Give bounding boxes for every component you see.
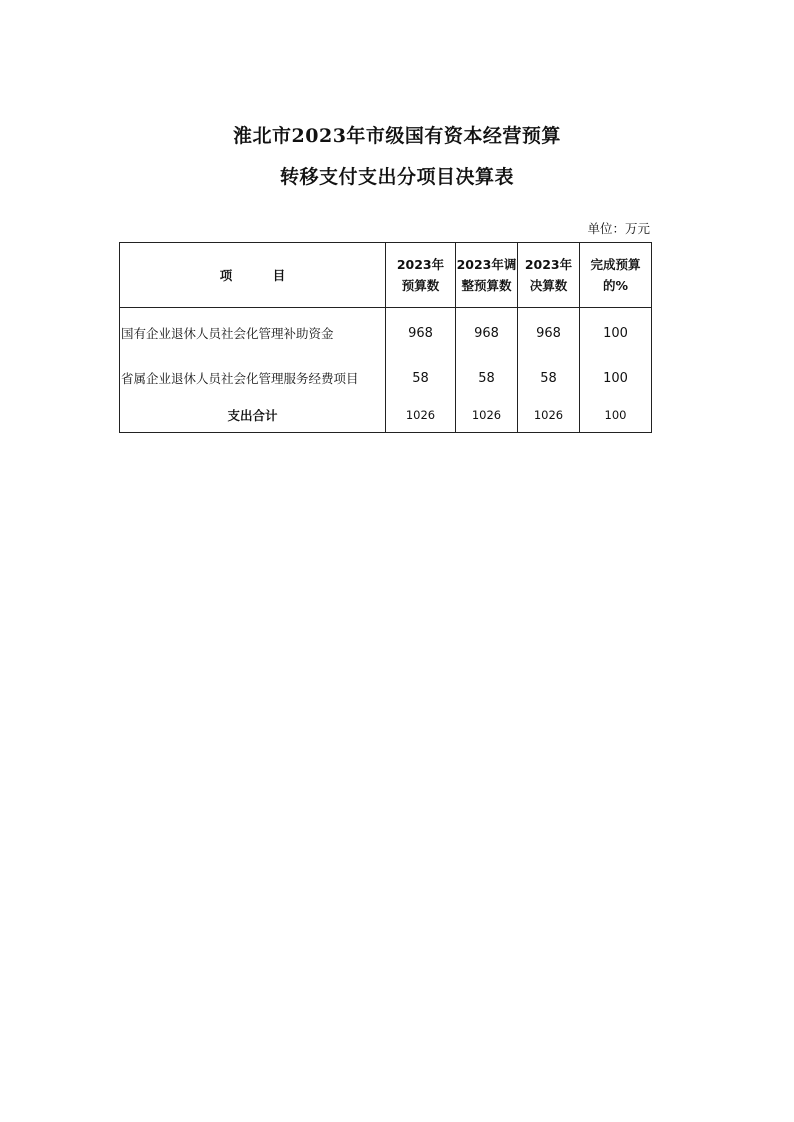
total-budget: 1026 — [386, 398, 456, 433]
header-final-line-1: 2023年 — [524, 257, 573, 272]
total-label: 支出合计 — [120, 398, 386, 433]
header-budget — [386, 243, 456, 308]
table-row — [120, 358, 652, 398]
header-adjusted-line-1: 2023年调 — [456, 257, 517, 272]
header-completion-line-1: 完成预算 — [590, 257, 641, 272]
row-budget: 968 — [386, 308, 456, 359]
total-row — [120, 398, 652, 433]
unit-label: 单位：万元 — [587, 221, 650, 236]
total-completion: 100 — [580, 398, 652, 433]
header-final — [518, 243, 580, 308]
total-final: 1026 — [518, 398, 580, 433]
table-header-row — [120, 243, 652, 308]
table-row — [120, 308, 652, 359]
row-completion: 100 — [580, 358, 652, 398]
header-adjusted-line-2: 整预算数 — [461, 278, 512, 293]
row-adjusted: 968 — [456, 308, 518, 359]
row-item: 省属企业退休人员社会化管理服务经费项目 — [120, 358, 386, 398]
row-completion: 100 — [580, 308, 652, 359]
row-final: 58 — [518, 358, 580, 398]
header-completion-line-2: 的% — [602, 278, 629, 293]
document-title-line-1: 淮北市2023年市级国有资本经营预算 — [233, 125, 561, 147]
header-budget-line-1: 2023年 — [396, 257, 445, 272]
header-item: 项 目 — [120, 243, 386, 308]
header-final-line-2: 决算数 — [529, 278, 568, 293]
row-budget: 58 — [386, 358, 456, 398]
header-budget-line-2: 预算数 — [401, 278, 440, 293]
header-adjusted — [456, 243, 518, 308]
budget-table — [119, 242, 652, 433]
row-adjusted: 58 — [456, 358, 518, 398]
row-final: 968 — [518, 308, 580, 359]
document-title-line-2: 转移支付支出分项目决算表 — [279, 166, 514, 188]
row-item: 国有企业退休人员社会化管理补助资金 — [120, 308, 386, 359]
total-adjusted: 1026 — [456, 398, 518, 433]
header-completion — [580, 243, 652, 308]
